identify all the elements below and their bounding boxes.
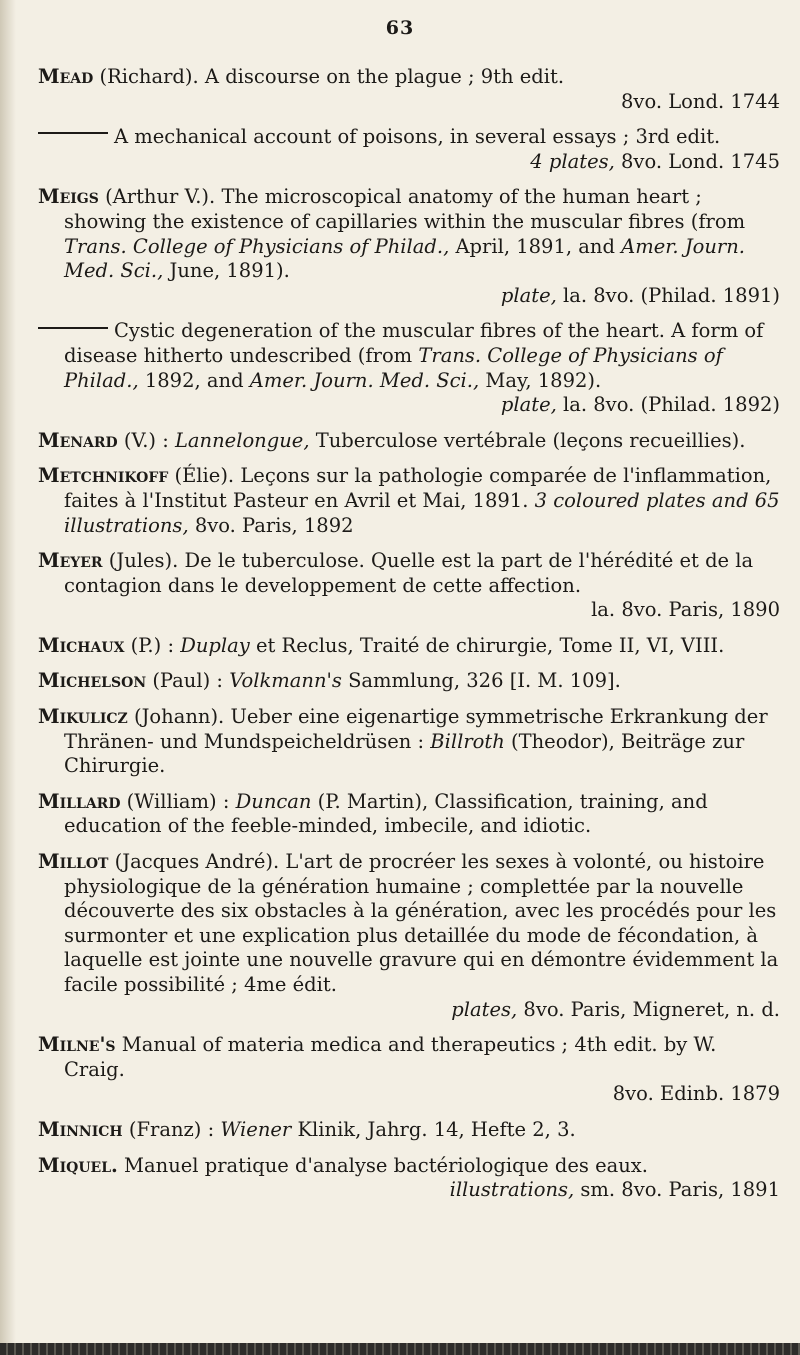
entry-imprint: la. 8vo. Paris, 1890 <box>591 598 780 622</box>
entry-imprint: la. 8vo. (Philad. 1892) <box>556 393 780 417</box>
page-gutter-shadow <box>0 0 16 1355</box>
entry-italic: Amer. Journ. Med. Sci., <box>64 234 746 283</box>
bibliography-list <box>38 65 780 1214</box>
entry-author: Meigs <box>38 185 99 209</box>
entry-italic: 3 coloured plates and 65 illustrations, <box>64 488 780 537</box>
entry-text: 8vo. Paris, 1892 <box>188 513 354 537</box>
entry-meigs-2 <box>38 319 780 417</box>
entry-author: Mikulicz <box>38 705 128 729</box>
entry-author: Millot <box>38 850 109 874</box>
entry-text: (P.) : <box>130 633 181 657</box>
entry-author: Miquel. <box>38 1153 118 1177</box>
entry-text: (V.) : <box>123 428 175 452</box>
entry-author: Metchnikoff <box>38 464 169 488</box>
entry-text: Manual of materia medica and therapeutics ; 4th edit. by W. Craig. <box>64 1033 717 1081</box>
entry-text: May, 1892). <box>479 368 602 392</box>
entry-text: 1892, and <box>138 368 250 392</box>
entry-italic: Trans. College of Physicians of Philad., <box>64 343 723 392</box>
entry-author: Meyer <box>38 549 103 573</box>
entry-author: Menard <box>38 428 118 452</box>
entry-meigs <box>38 185 780 308</box>
entry-menard <box>38 429 780 454</box>
entry-michaux <box>38 634 780 659</box>
entry-text: Cystic degeneration of the muscular fibres of the heart. A form of disease hitherto undescribed (from <box>64 319 764 367</box>
entry-imprint-italic: 4 plates, <box>530 149 615 173</box>
ditto-rule <box>38 127 108 135</box>
entry-mead-2 <box>38 125 780 174</box>
entry-author: Milne's <box>38 1033 116 1057</box>
entry-text: A mechanical account of poisons, in several essays ; 3rd edit. <box>114 125 721 149</box>
entry-imprint-italic: plate, <box>500 393 557 417</box>
entry-italic: Trans. College of Physicians of Philad., <box>64 234 450 258</box>
entry-meyer <box>38 549 780 623</box>
entry-text: April, 1891, and <box>449 234 622 258</box>
ditto-rule <box>38 321 108 329</box>
scan-bottom-edge <box>0 1343 800 1355</box>
entry-author: Michelson <box>38 669 147 693</box>
entry-text: (Johann). Ueber eine eigenartige symmetrische Erkrankung der Thränen- und Mundspeicheldrüsen : <box>64 705 768 753</box>
entry-milne <box>38 1033 780 1107</box>
entry-miquel <box>38 1154 780 1203</box>
entry-text: (Arthur V.). The microscopical anatomy of the human heart ; showing the existence of capillaries within the muscular fibres (from <box>64 185 746 233</box>
entry-author: Mead <box>38 65 94 88</box>
entry-imprint-italic: plates, <box>451 997 518 1021</box>
entry-imprint: 8vo. Lond. 1745 <box>614 149 780 173</box>
entry-text: Tuberculose vertébrale (leçons recueillies). <box>309 428 746 452</box>
entry-text: June, 1891). <box>163 259 290 283</box>
entry-text: Manuel pratique d'analyse bactériologique des eaux. <box>124 1153 648 1177</box>
entry-imprint: 8vo. Edinb. 1879 <box>612 1082 780 1106</box>
entry-text: et Reclus, Traité de chirurgie, Tome II, VI, VIII. <box>249 633 725 657</box>
entry-italic: Duplay <box>180 633 250 657</box>
entry-author: Minnich <box>38 1117 123 1141</box>
entry-text: Klinik, Jahrg. 14, Hefte 2, 3. <box>291 1117 576 1141</box>
entry-imprint: 8vo. Paris, Migneret, n. d. <box>517 997 780 1021</box>
entry-imprint: 8vo. Lond. 1744 <box>621 89 780 113</box>
entry-text: (Paul) : <box>152 669 230 693</box>
entry-imprint: la. 8vo. (Philad. 1891) <box>556 283 780 307</box>
entry-minnich <box>38 1118 780 1143</box>
entry-text: (Jules). De le tuberculose. Quelle est la part de l'hérédité et de la contagion dans le developpement de cette affection. <box>64 549 754 597</box>
entry-imprint: sm. 8vo. Paris, 1891 <box>574 1178 780 1202</box>
page-number: 63 <box>385 17 415 39</box>
entry-text: (Élie). Leçons sur la pathologie comparée de l'inflammation, faites à l'Institut Pasteur en Avril et Mai, 1891. <box>64 464 772 512</box>
entry-italic: Duncan <box>235 789 312 813</box>
entry-mikulicz <box>38 705 780 779</box>
entry-text: (William) : <box>126 789 236 813</box>
entry-italic: Volkmann's <box>229 669 342 693</box>
entry-italic: Billroth <box>430 729 505 753</box>
entry-author: Millard <box>38 789 121 813</box>
entry-text: Sammlung, 326 [I. M. 109]. <box>341 669 621 693</box>
entry-mead <box>38 65 780 114</box>
entry-italic: Lannelongue, <box>174 428 310 452</box>
entry-text: (Franz) : <box>128 1117 221 1141</box>
entry-imprint-italic: illustrations, <box>449 1178 575 1202</box>
entry-italic: Wiener <box>220 1117 292 1141</box>
entry-text: (Richard). A discourse on the plague ; 9th edit. <box>99 65 565 88</box>
entry-millot <box>38 850 780 1022</box>
entry-michelson <box>38 669 780 694</box>
entry-text: (Theodor), Beiträge zur Chirurgie. <box>64 729 745 778</box>
entry-text: (Jacques André). L'art de procréer les sexes à volonté, ou histoire physiologique de la génération humaine ; complettée par la nouvelle découverte des six obstacles à la génération, avec les procédés pour les surmonter et une explication plus detaillée du mode de fécondation, à laquelle est jointe une nouvelle gravure qui en démontre évidemment la facile possibilité ; 4me édit. <box>64 850 779 996</box>
entry-metchnikoff <box>38 464 780 538</box>
entry-text: (P. Martin), Classification, training, and education of the feeble-minded, imbecile, and idiotic. <box>64 789 708 838</box>
entry-imprint-italic: plate, <box>500 283 557 307</box>
entry-millard <box>38 790 780 839</box>
entry-author: Michaux <box>38 633 125 657</box>
entry-italic: Amer. Journ. Med. Sci., <box>249 368 480 392</box>
